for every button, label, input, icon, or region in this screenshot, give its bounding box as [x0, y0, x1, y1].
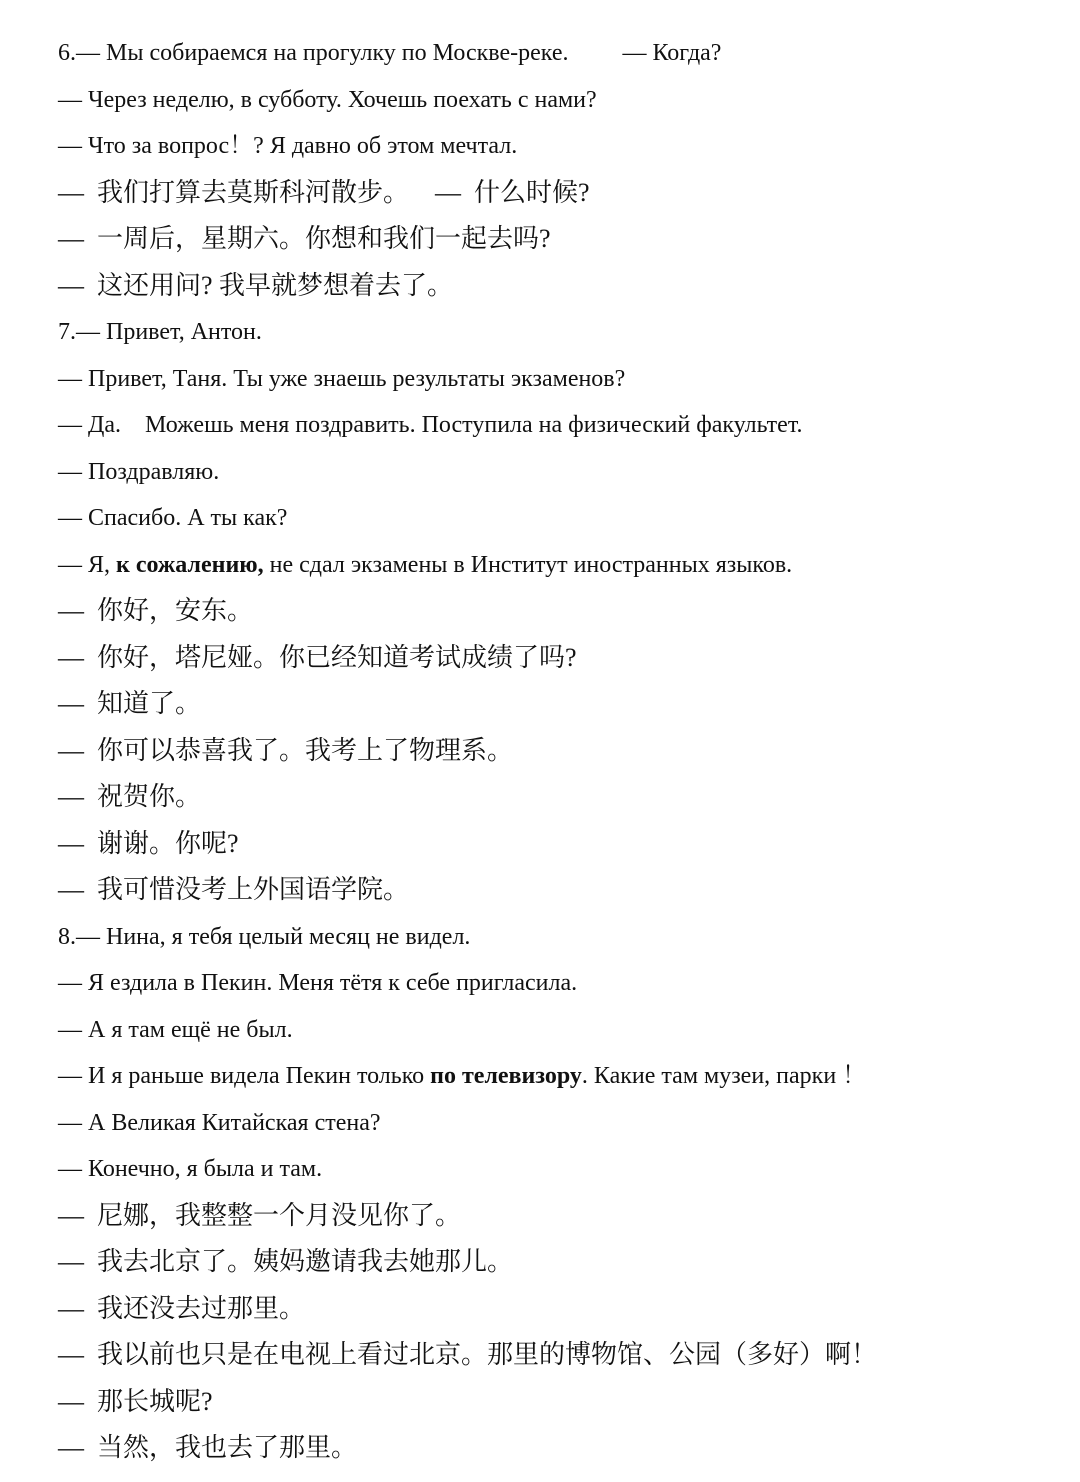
line-text: . Какие там музеи, парки ！	[581, 1063, 867, 1089]
line-text: не сдал экзамены в Институт иностранных языков.	[263, 552, 793, 578]
line-text: — Конечно, я была и там.	[58, 1156, 323, 1182]
line-text: — 尼娜，我整整一个月没见你了。	[58, 1201, 462, 1230]
line-text: — Что за вопрос！? Я давно об этом мечтал.	[58, 133, 518, 159]
dialogue-line-6-zh-1	[58, 178, 590, 208]
dialogue-line-8-ru-1	[58, 922, 470, 952]
dialogue-line-7-zh-5	[58, 782, 201, 812]
line-text: — Через неделю, в субботу. Хочешь поехать с нами?	[58, 87, 597, 113]
line-text: — 一周后，星期六。你想和我们一起去吗?	[58, 224, 551, 253]
line-text: — И я раньше видела Пекин только	[58, 1063, 431, 1089]
dialogue-line-6-zh-2	[58, 224, 551, 254]
dialogue-line-8-ru-3	[58, 1015, 293, 1045]
bold-phrase: к сожалению,	[116, 552, 264, 578]
dialogue-line-8-zh-3	[58, 1294, 305, 1324]
dialogue-line-7-ru-5	[58, 503, 287, 533]
dialogue-line-8-ru-6	[58, 1154, 322, 1184]
line-text: 8.— Нина, я тебя целый месяц не видел.	[58, 924, 471, 950]
dialogue-line-7-ru-1	[58, 317, 262, 347]
dialogue-line-8-ru-5	[58, 1108, 381, 1138]
line-text: — Я,	[58, 552, 117, 578]
line-text: — 这还用问? 我早就梦想着去了。	[58, 271, 454, 300]
line-text: — 你好，塔尼娅。你已经知道考试成绩了吗?	[58, 643, 577, 672]
line-text: — 当然，我也去了那里。	[58, 1433, 358, 1462]
line-text: — Привет, Таня. Ты уже знаешь результаты экзаменов?	[58, 366, 626, 392]
dialogue-line-7-ru-6	[58, 550, 792, 580]
line-text: — Спасибо. А ты как?	[58, 505, 288, 531]
line-text: — 我们打算去莫斯科河散步。 — 什么时候?	[58, 178, 590, 207]
dialogue-line-7-zh-7	[58, 875, 409, 905]
dialogue-line-8-zh-6	[58, 1433, 357, 1463]
line-text: — 谢谢。你呢?	[58, 829, 239, 858]
dialogue-line-6-ru-2	[58, 85, 597, 115]
dialogue-line-7-zh-1	[58, 596, 253, 626]
line-text: 6.— Мы собираемся на прогулку по Москве-реке. — Когда?	[58, 40, 722, 66]
line-text: — 那长城呢?	[58, 1387, 213, 1416]
dialogue-line-7-ru-2	[58, 364, 625, 394]
line-text: — 祝贺你。	[58, 782, 202, 811]
line-text: — 你好，安东。	[58, 596, 254, 625]
dialogue-line-8-ru-2	[58, 968, 577, 998]
line-text: — Поздравляю.	[58, 459, 220, 485]
dialogue-line-6-ru-3	[58, 131, 517, 161]
dialogue-line-7-zh-4	[58, 736, 513, 766]
dialogue-line-8-zh-1	[58, 1201, 461, 1231]
line-text: — Да. Можешь меня поздравить. Поступила на физический факультет.	[58, 412, 803, 438]
line-text: — 我还没去过那里。	[58, 1294, 306, 1323]
line-text: — 你可以恭喜我了。我考上了物理系。	[58, 736, 514, 765]
dialogue-line-8-ru-4	[58, 1061, 866, 1091]
line-text: — 我可惜没考上外国语学院。	[58, 875, 410, 904]
dialogue-line-7-zh-6	[58, 829, 239, 859]
dialogue-line-8-zh-2	[58, 1247, 513, 1277]
dialogue-line-7-ru-3	[58, 410, 803, 440]
dialogue-line-7-ru-4	[58, 457, 219, 487]
dialogue-line-8-zh-4	[58, 1340, 877, 1370]
line-text: — 我去北京了。姨妈邀请我去她那儿。	[58, 1247, 514, 1276]
dialogue-line-6-zh-3	[58, 271, 453, 301]
line-text: — А Великая Китайская стена?	[58, 1110, 381, 1136]
line-text: — 我以前也只是在电视上看过北京。那里的博物馆、公园（多好）啊！	[58, 1340, 878, 1369]
line-text: — Я ездила в Пекин. Меня тётя к себе пригласила.	[58, 970, 578, 996]
line-text: — 知道了。	[58, 689, 202, 718]
line-text: — А я там ещё не был.	[58, 1017, 293, 1043]
dialogue-line-7-zh-2	[58, 643, 577, 673]
dialogue-line-8-zh-5	[58, 1387, 213, 1417]
dialogue-line-6-ru-1	[58, 38, 721, 68]
line-text: 7.— Привет, Антон.	[58, 319, 262, 345]
dialogue-line-7-zh-3	[58, 689, 201, 719]
bold-phrase: по телевизору	[430, 1063, 582, 1089]
